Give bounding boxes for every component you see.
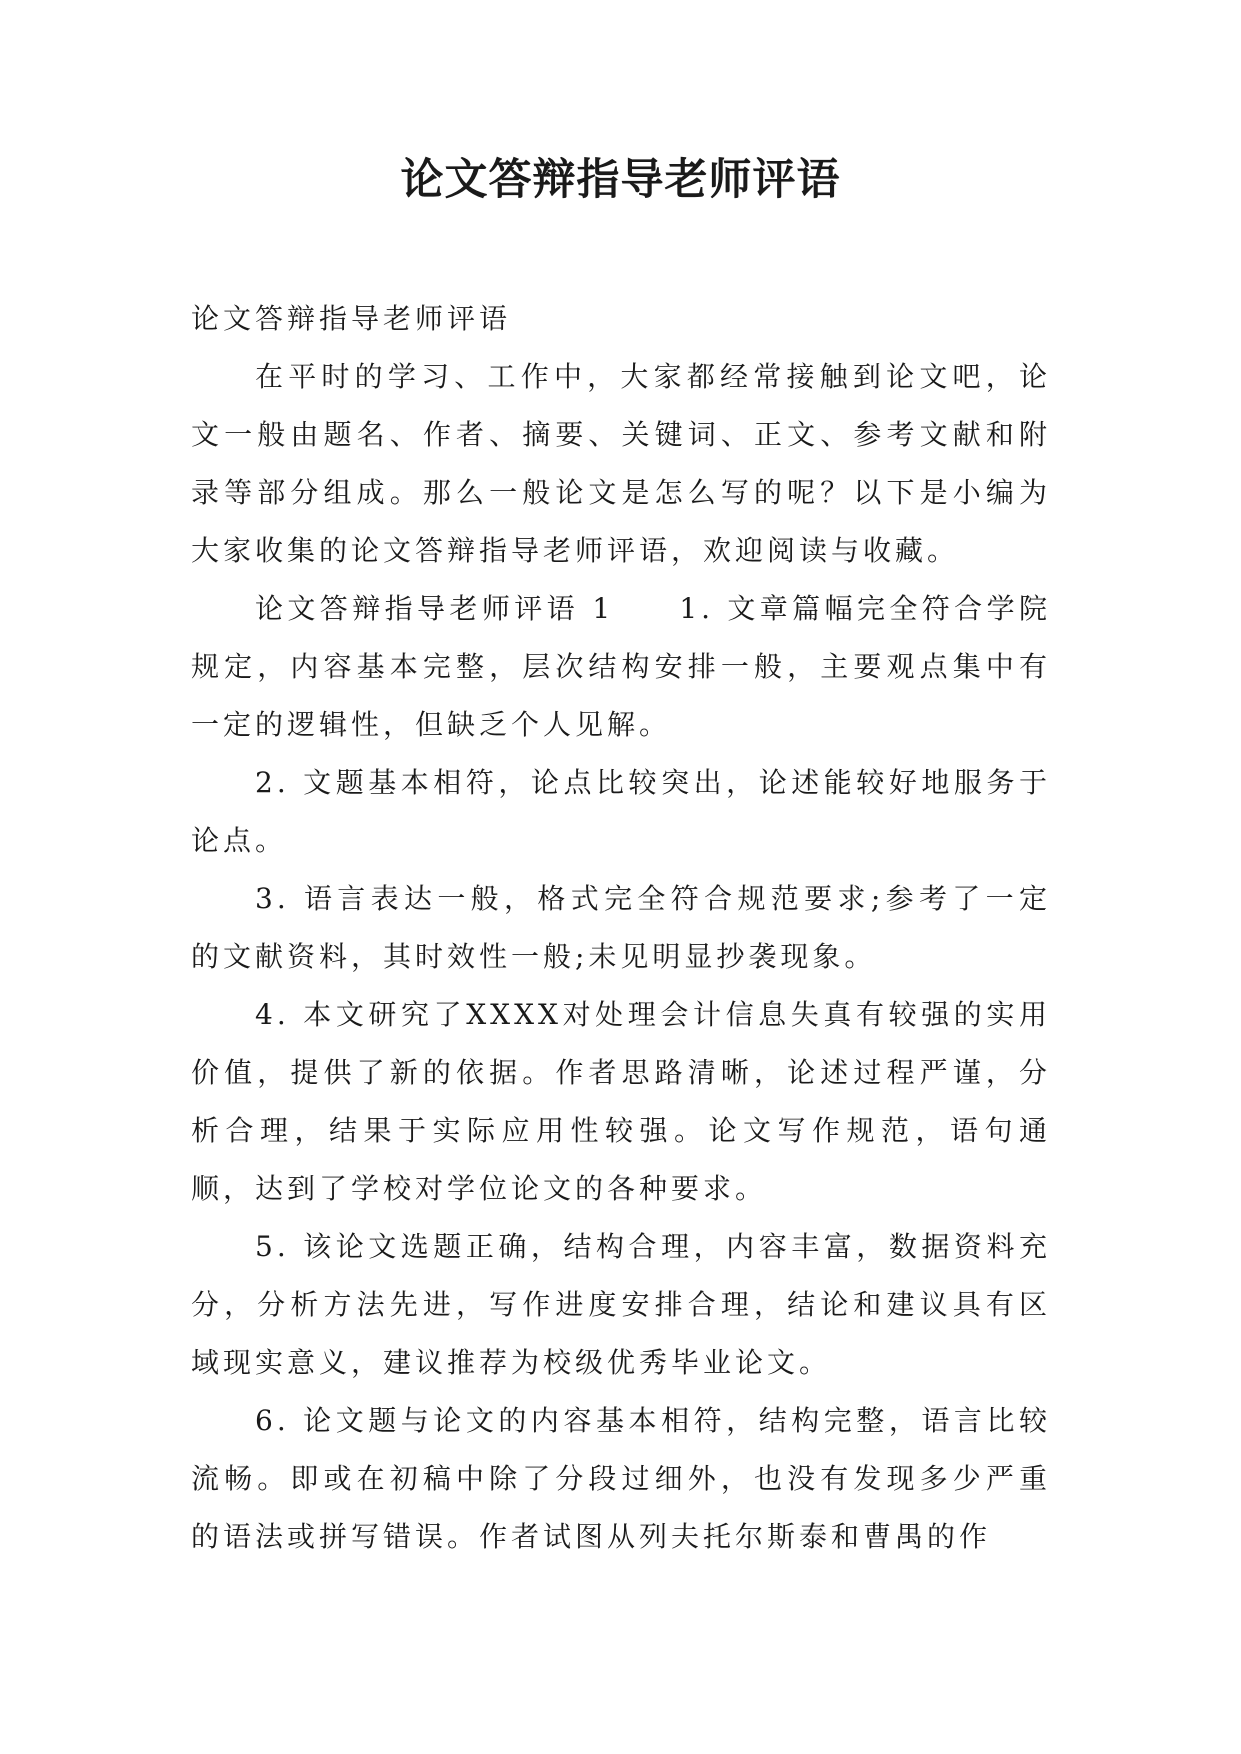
comment-item-6: 6. 论文题与论文的内容基本相符，结构完整，语言比较流畅。即或在初稿中除了分段过细外，也没有发现多少严重的语法或拼写错误。作者试图从列夫托尔斯泰和曹禺的作 bbox=[191, 1404, 1051, 1553]
comment-item-5: 5. 该论文选题正确，结构合理，内容丰富，数据资料充分，分析方法先进，写作进度安排合理，结论和建议具有区域现实意义，建议推荐为校级优秀毕业论文。 bbox=[191, 1230, 1051, 1379]
comment-item-3: 3. 语言表达一般，格式完全符合规范要求;参考了一定的文献资料，其时效性一般;未见明显抄袭现象。 bbox=[191, 882, 1051, 973]
subtitle-paragraph: 论文答辩指导老师评语 bbox=[191, 302, 512, 335]
document-title: 论文答辩指导老师评语 bbox=[400, 155, 841, 205]
comment-item-4: 4. 本文研究了XXXX对处理会计信息失真有较强的实用价值，提供了新的依据。作者思路清晰，论述过程严谨，分析合理，结果于实际应用性较强。论文写作规范，语句通顺，达到了学校对学位论文的各种要求。 bbox=[191, 998, 1051, 1205]
document-body bbox=[191, 290, 1051, 1566]
intro-paragraph: 在平时的学习、工作中，大家都经常接触到论文吧，论文一般由题名、作者、摘要、关键词、正文、参考文献和附录等部分组成。那么一般论文是怎么写的呢？以下是小编为大家收集的论文答辩指导老师评语，欢迎阅读与收藏。 bbox=[191, 360, 1051, 567]
comment-item-2: 2. 文题基本相符，论点比较突出，论述能较好地服务于论点。 bbox=[191, 766, 1051, 857]
comment-item-1: 论文答辩指导老师评语 1 1. 文章篇幅完全符合学院规定，内容基本完整，层次结构安排一般，主要观点集中有一定的逻辑性，但缺乏个人见解。 bbox=[191, 592, 1051, 741]
